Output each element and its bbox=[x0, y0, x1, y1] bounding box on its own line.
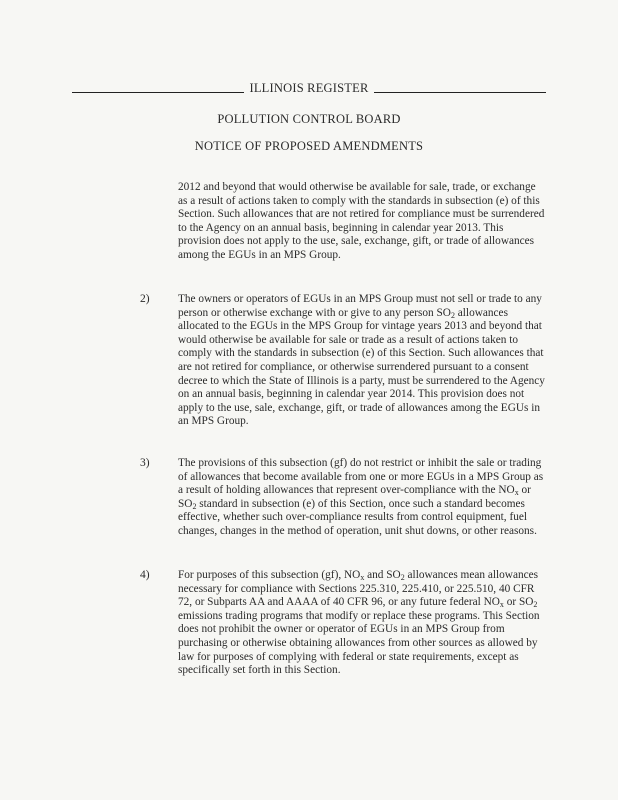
paragraph-item-4: For purposes of this subsection (gf), $NO_x$ and $SO_2$ allowances mean allowances necessary for compliance with Sections 225.310, 225.410, or 225.510, 40 CFR 72, or Subparts AA and AAAA of 40 CFR 96, or any future federal $NO_x$ or $SO_2$ emissions trading programs that modify or replace these programs. This Section does not prohibit the owner or operator of EGUs in an MPS Group from purchasing or otherwise obtaining allowances from other sources as allowed by law for purposes of complying with federal or state requirements, except as specifically set forth in this Section. bbox=[178, 569, 540, 677]
register-title: ILLINOIS REGISTER bbox=[244, 81, 373, 95]
item-number-3: 3) bbox=[140, 457, 150, 469]
notice-title: NOTICE OF PROPOSED AMENDMENTS bbox=[194, 139, 424, 153]
paragraph-item-3: The provisions of this subsection (gf) do not restrict or inhibit the sale or trading of allowances that become available from one or more EGUs in a MPS Group as a result of holding allowances that represent over-compliance with the $NO_x$ or $SO_2$ standard in subsection (e) of this Section, once such a standard becomes effective, whether such over-compliance results from control equipment, fuel changes, changes in the method of operation, unit shut downs, or other reasons. bbox=[178, 457, 544, 537]
paragraph-item-2: The owners or operators of EGUs in an MPS Group must not sell or trade to any person or otherwise exchange with or give to any person $SO_2$ allowances allocated to the EGUs in the MPS Group for vintage years 2013 and beyond that would otherwise be available for sale or trade as a result of actions taken to comply with the standards in subsection (e) of this Section. Such allowances that are not retired for compliance, or otherwise surrendered pursuant to a consent decree to which the State of Illinois is a party, must be surrendered to the Agency on an annual basis, beginning in calendar year 2014. This provision does not apply to the use, sale, exchange, gift, or trade of allowances among the EGUs in an MPS Group. bbox=[178, 293, 545, 428]
paragraph-continued: 2012 and beyond that would otherwise be available for sale, trade, or exchange as a result of actions taken to comply with the standards in subsection (e) of this Section. Such allowances that are not retired for compliance must be surrendered to the Agency on an annual basis, beginning in calendar year 2013. This provision does not apply to the use, sale, exchange, gift, or trade of allowances among the EGUs in an MPS Group. bbox=[178, 181, 545, 261]
board-title: POLLUTION CONTROL BOARD bbox=[217, 112, 401, 126]
item-number-4: 4) bbox=[140, 569, 150, 581]
register-header bbox=[72, 82, 546, 98]
item-number-2: 2) bbox=[140, 293, 150, 305]
